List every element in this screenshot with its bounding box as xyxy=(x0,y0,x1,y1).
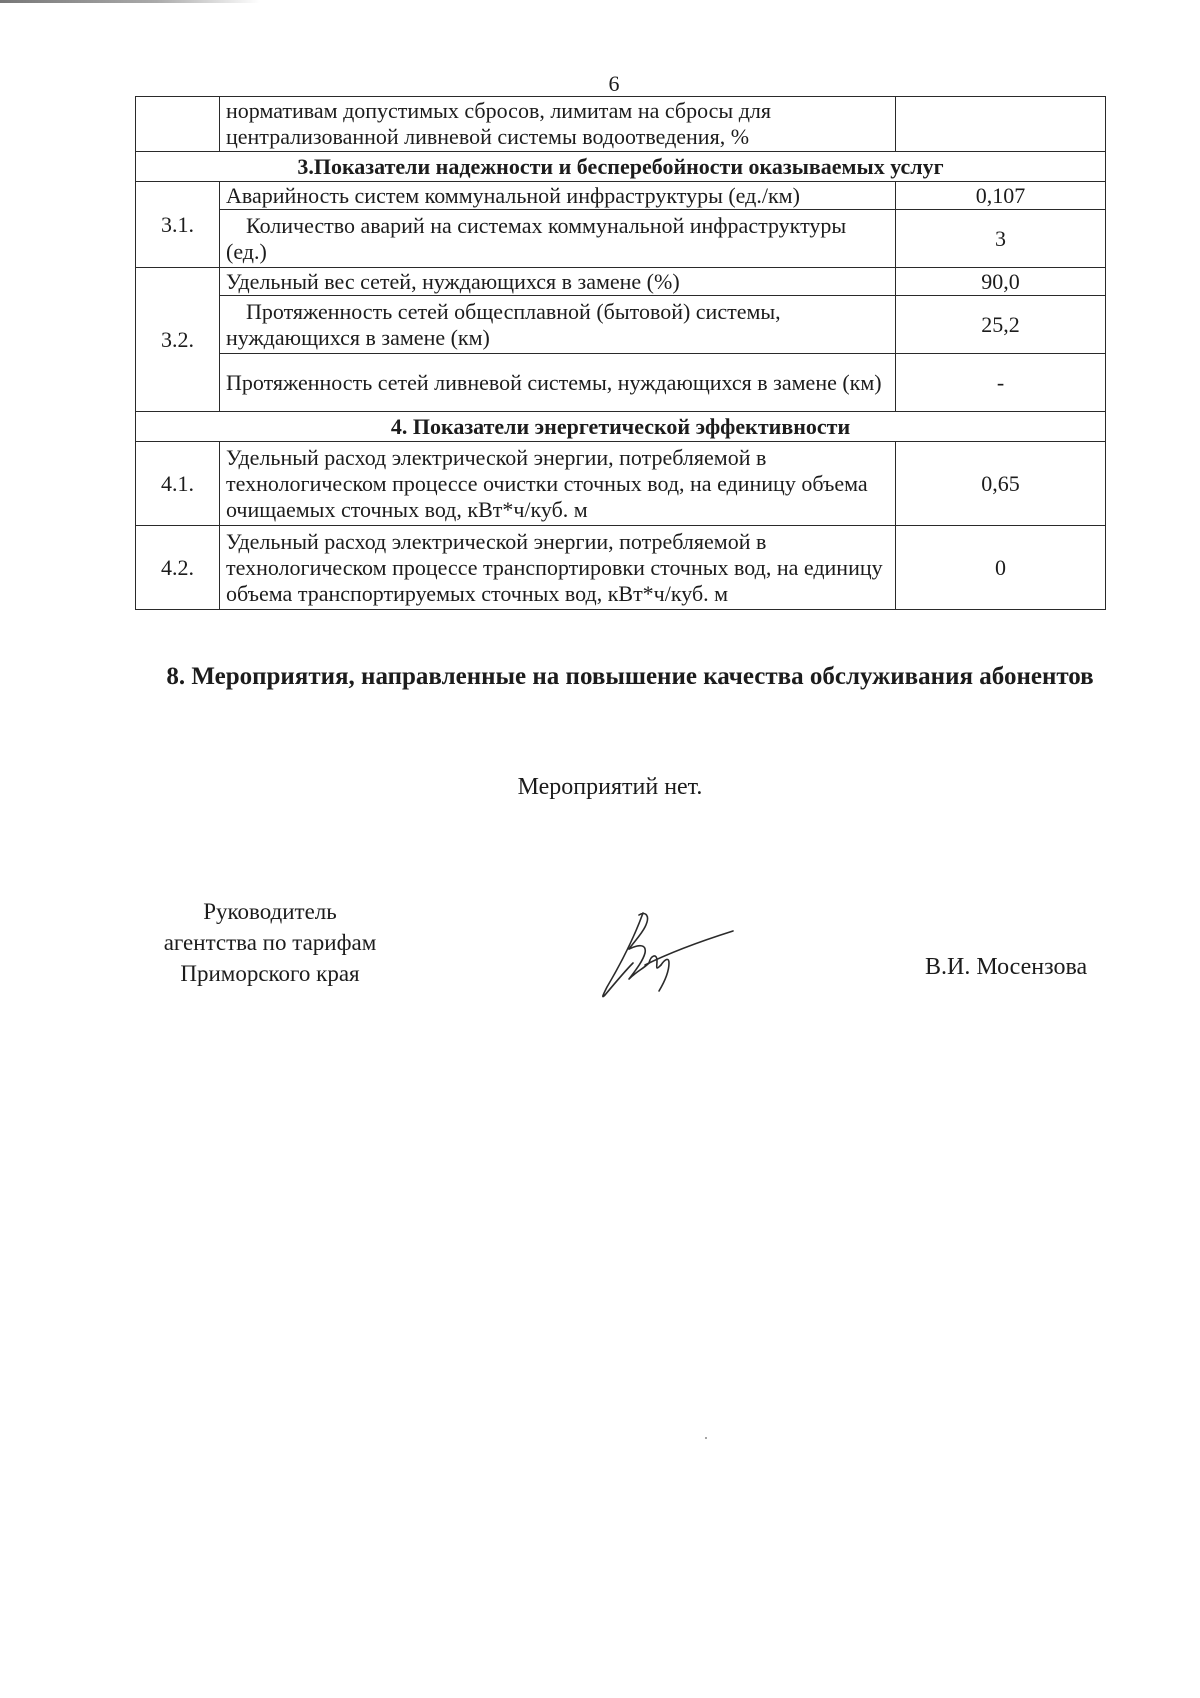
row-value: 0 xyxy=(896,526,1106,610)
row-number: 4.1. xyxy=(136,442,220,526)
row-number xyxy=(136,97,220,152)
page-number: 6 xyxy=(608,71,620,96)
row-value: 0,107 xyxy=(896,182,1106,210)
section-8-body: Мероприятий нет. xyxy=(517,774,703,800)
signer-position-line: Приморского края xyxy=(180,961,360,986)
section-8-heading: 8. Мероприятия, направленные на повышение качества обслуживания абонентов xyxy=(166,663,1094,690)
signer-name: В.И. Мосензова xyxy=(925,954,1088,980)
table-row xyxy=(136,296,1106,354)
row-description: нормативам допустимых сбросов, лимитам на сбросы для централизованной ливневой системы водоотведения, % xyxy=(220,97,896,152)
signer-position xyxy=(130,896,410,989)
section-header-row xyxy=(136,412,1106,442)
row-value: 3 xyxy=(896,210,1106,268)
signer-position-line: агентства по тарифам xyxy=(163,930,377,955)
row-value: - xyxy=(896,354,1106,412)
row-description: Удельный расход электрической энергии, потребляемой в технологическом процессе транспортировки сточных вод, на единицу объема транспортируемых сточных вод, кВт*ч/куб. м xyxy=(220,526,896,610)
table-row xyxy=(136,526,1106,610)
row-description: Аварийность систем коммунальной инфраструктуры (ед./км) xyxy=(220,182,896,210)
table-row xyxy=(136,182,1106,210)
row-number: 4.2. xyxy=(136,526,220,610)
table-row xyxy=(136,442,1106,526)
section-4-title: 4. Показатели энергетической эффективности xyxy=(136,412,1106,442)
row-value: 90,0 xyxy=(896,268,1106,296)
row-value: 0,65 xyxy=(896,442,1106,526)
table-row xyxy=(136,354,1106,412)
signer-position-line: Руководитель xyxy=(203,899,337,924)
row-number: 3.2. xyxy=(136,268,220,412)
scan-edge-mark xyxy=(0,0,260,3)
row-description: Удельный расход электрической энергии, потребляемой в технологическом процессе очистки сточных вод, на единицу объема очищаемых сточных вод, кВт*ч/куб. м xyxy=(220,442,896,526)
section-3-title: 3.Показатели надежности и бесперебойности оказываемых услуг xyxy=(136,152,1106,182)
row-description: Протяженность сетей общесплавной (бытовой) системы, нуждающихся в замене (км) xyxy=(220,296,896,354)
row-value: 25,2 xyxy=(896,296,1106,354)
row-description: Удельный вес сетей, нуждающихся в замене (%) xyxy=(220,268,896,296)
row-description: Количество аварий на системах коммунальной инфраструктуры (ед.) xyxy=(220,210,896,268)
row-description: Протяженность сетей ливневой системы, нуждающихся в замене (км) xyxy=(220,354,896,412)
table-row xyxy=(136,210,1106,268)
scan-speck xyxy=(705,1437,707,1439)
section-header-row xyxy=(136,152,1106,182)
row-value xyxy=(896,97,1106,152)
table-row xyxy=(136,268,1106,296)
indicators-table xyxy=(135,96,1106,610)
handwritten-signature xyxy=(585,905,745,1005)
table-row-continued xyxy=(136,97,1106,152)
row-number: 3.1. xyxy=(136,182,220,268)
